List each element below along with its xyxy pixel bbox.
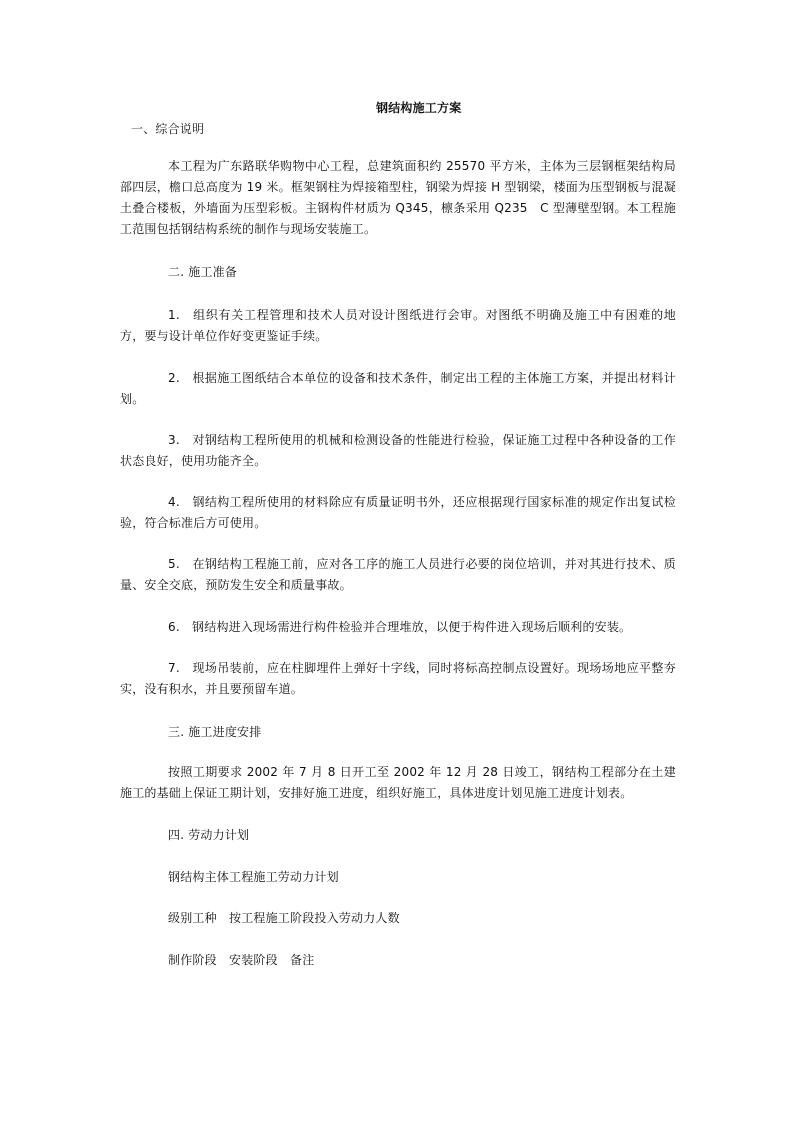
prep-item-1: 1. 组织有关工程管理和技术人员对设计图纸进行会审。对图纸不明确及施工中有困难的地方，要与设计单位作好变更鉴证手续。 — [120, 308, 676, 343]
prep-item-5: 5. 在钢结构工程施工前，应对各工序的施工人员进行必要的岗位培训，并对其进行技术、质量、安全交底，预防发生安全和质量事故。 — [120, 557, 676, 592]
section3-heading: 三. 施工进度安排 — [168, 725, 262, 739]
labor-plan-subtitle: 钢结构主体工程施工劳动力计划 — [168, 870, 339, 884]
section1-body: 本工程为广东路联华购物中心工程，总建筑面积约 25570 平方米，主体为三层钢框架结构局部四层，檐口总高度为 19 米。框架钢柱为焊接箱型柱，钢梁为焊接 H 型钢梁，楼面为压型钢板与混凝土叠合楼板，外墙面为压型彩板。主钢构件材质为 Q345，檩条采用 Q235 C 型薄壁型钢。本工程施工范围包括钢结构系统的制作与现场安装施工。 — [120, 159, 676, 236]
prep-item-3: 3. 对钢结构工程所使用的机械和检测设备的性能进行检验，保证施工过程中各种设备的工作状态良好，使用功能齐全。 — [120, 433, 676, 468]
section4-heading: 四. 劳动力计划 — [168, 828, 250, 842]
labor-table-header-row1: 级别工种 按工程施工阶段投入劳动力人数 — [168, 911, 400, 925]
prep-item-6: 6. 钢结构进入现场需进行构件检验并合理堆放，以便于构件进入现场后顺利的安装。 — [168, 620, 632, 634]
labor-table-header-row2: 制作阶段 安装阶段 备注 — [168, 953, 315, 967]
prep-item-4: 4. 钢结构工程所使用的材料除应有质量证明书外，还应根据现行国家标准的规定作出复试检验，符合标准后方可使用。 — [120, 495, 676, 530]
section2-heading: 二. 施工准备 — [168, 265, 238, 279]
prep-item-7: 7. 现场吊装前，应在柱脚埋件上弹好十字线，同时将标高控制点设置好。现场场地应平整夯实，没有积水，并且要预留车道。 — [120, 661, 676, 696]
section3-body: 按照工期要求 2002 年 7 月 8 日开工至 2002 年 12 月 28 日竣工，钢结构工程部分在土建施工的基础上保证工期计划，安排好施工进度，组织好施工，具体进度计划见施工进度计划表。 — [120, 765, 676, 800]
document-title: 钢结构施工方案 — [376, 101, 462, 115]
section1-heading: 一、综合说明 — [131, 122, 205, 136]
prep-item-2: 2. 根据施工图纸结合本单位的设备和技术条件，制定出工程的主体施工方案，并提出材料计划。 — [120, 371, 676, 406]
